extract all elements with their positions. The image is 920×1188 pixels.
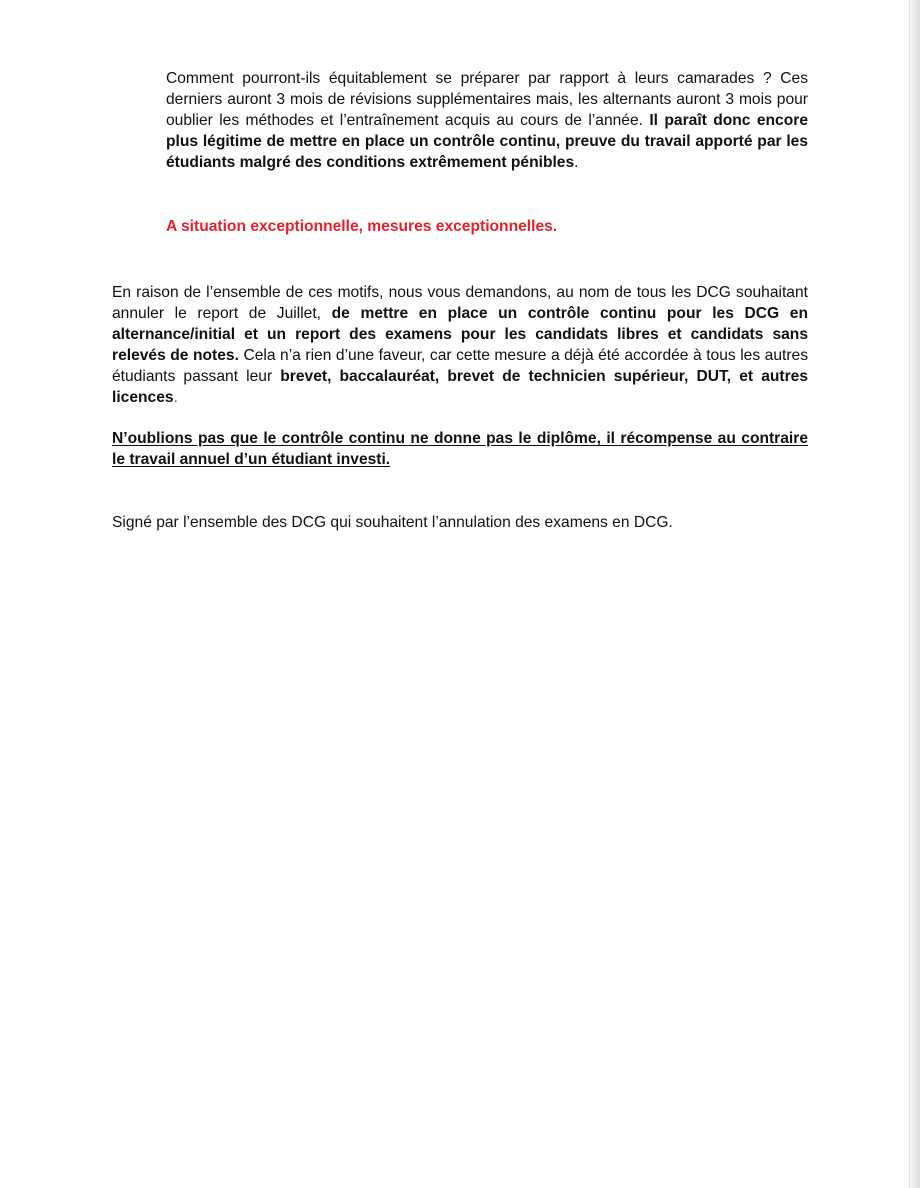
paragraph-request-bold2: brevet, baccalauréat, brevet de technicien supérieur, DUT, et autres licences [112,368,808,406]
paragraph-reminder: N’oublions pas que le contrôle continu ne donne pas le diplôme, il récompense au contraire le travail annuel d’un étudiant investi. [112,430,808,468]
paragraph-equity-end: . [574,154,579,171]
page-edge [909,0,920,1188]
paragraph-request-end: . [173,389,178,406]
paragraph-equity [166,68,808,173]
paragraph-request-part2: Cela n’a rien d’une faveur, car cette mesure a déjà été accordée à tous les autres étudiants passant leur [112,347,808,385]
highlight-exceptional: A situation exceptionnelle, mesures exceptionnelles. [166,218,558,235]
paragraph-equity-bold: Il paraît donc encore plus légitime de mettre en place un contrôle continu, preuve du travail apporté par les étudiants malgré des conditions extrêmement pénibles [166,112,808,171]
paragraph-request-bold1: de mettre en place un contrôle continu pour les DCG en alternance/initial et un report des examens pour les candidats libres et candidats sans relevés de notes. [112,305,808,364]
paragraph-equity-text: Comment pourront-ils équitablement se préparer par rapport à leurs camarades ? Ces derniers auront 3 mois de révisions supplémentaires mais, les alternants auront 3 mois pour oublier les méthodes et l’entraînement acquis au cours de l’année. [166,70,808,129]
signature-line: Signé par l’ensemble des DCG qui souhaitent l’annulation des examens en DCG. [112,514,673,531]
paragraph-request-part1: En raison de l’ensemble de ces motifs, nous vous demandons, au nom de tous les DCG souhaitant annuler le report de Juillet, [112,284,808,322]
paragraph-request [112,282,808,408]
